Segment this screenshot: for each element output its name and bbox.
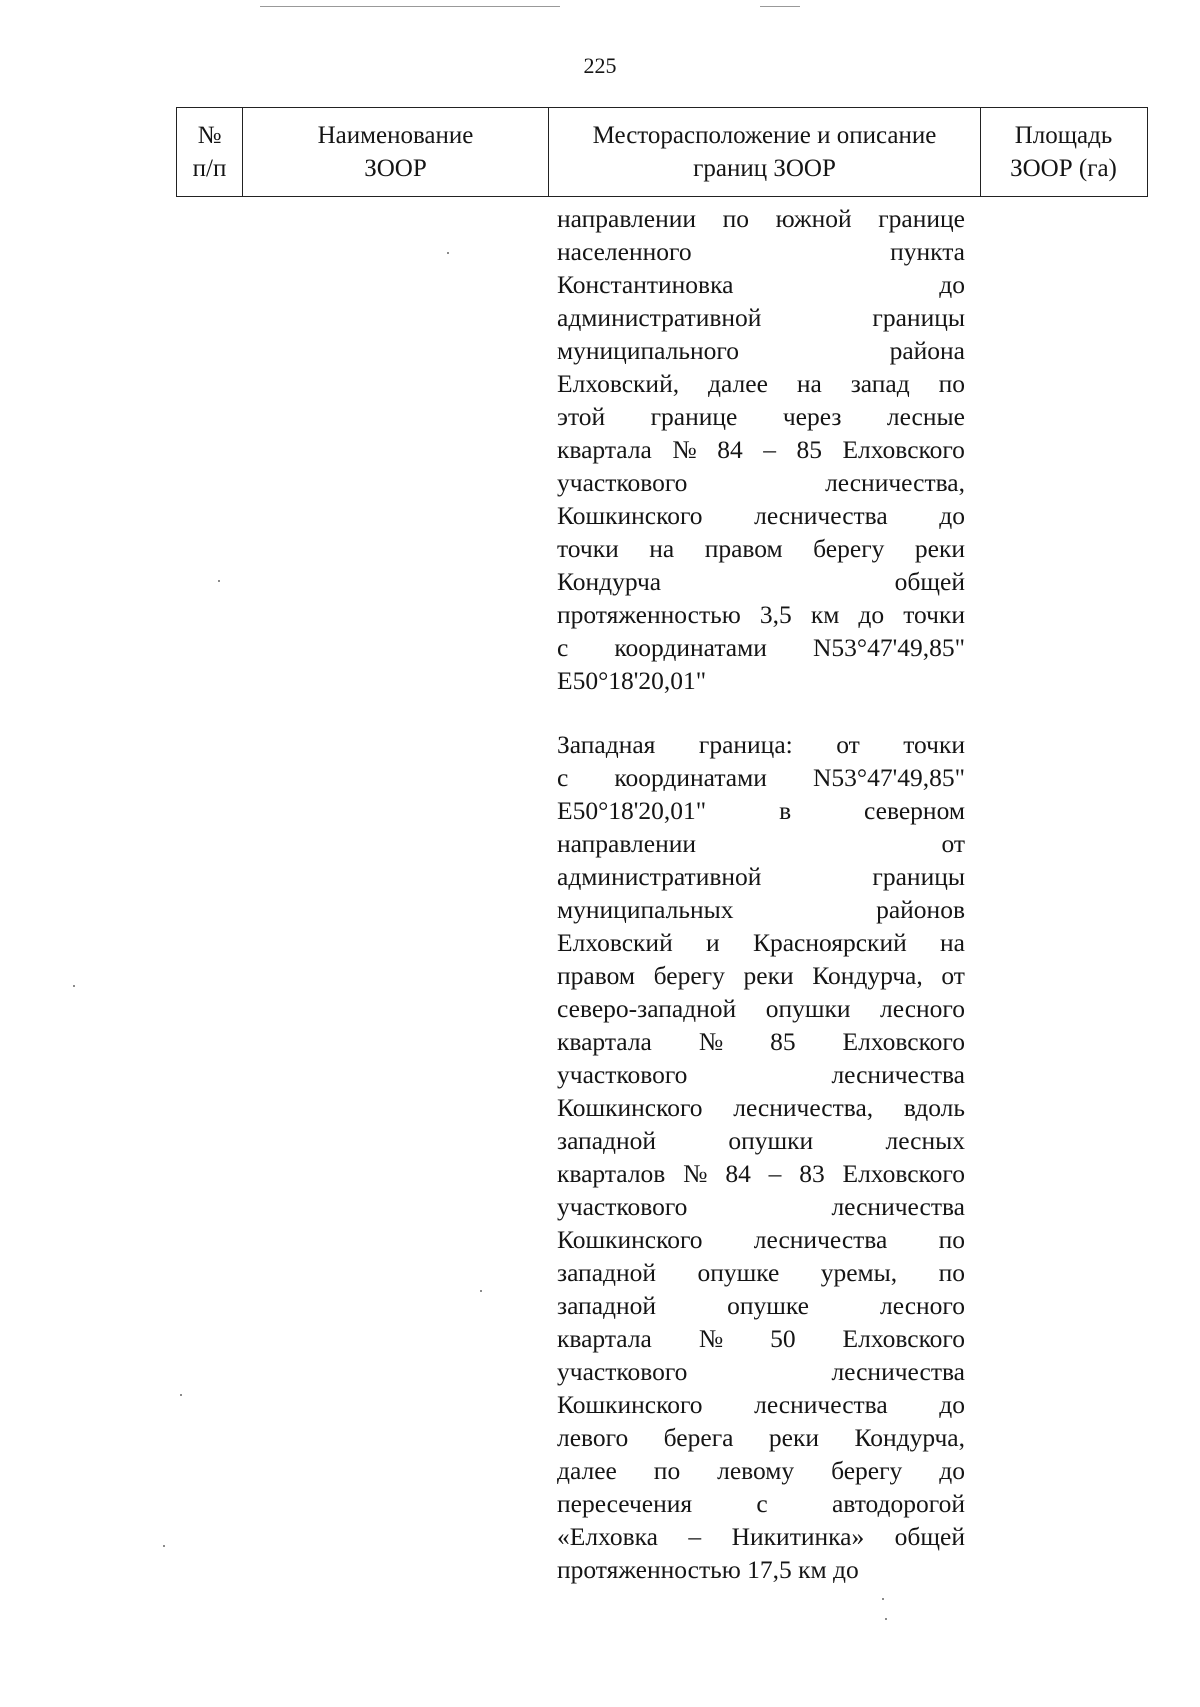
boundary-text-line: квартала № 50 Елховского [557, 1324, 965, 1353]
scan-edge-mark [260, 6, 560, 7]
scan-speck [163, 1545, 165, 1547]
boundary-text-line: далее по левому берегу до [557, 1456, 965, 1485]
header-location [549, 108, 981, 196]
boundary-text-line: западной опушки лесных [557, 1126, 965, 1155]
boundary-text-line: участкового лесничества, [557, 468, 965, 497]
header-area-line2: ЗООР (га) [1010, 155, 1117, 182]
header-name [243, 108, 549, 196]
boundary-text-line: муниципального района [557, 336, 965, 365]
boundary-text-line: «Елховка – Никитинка» общей [557, 1522, 965, 1551]
header-area-line1: Площадь [1014, 122, 1113, 149]
scan-speck [882, 1598, 884, 1600]
boundary-text-line: административной границы [557, 862, 965, 891]
boundary-text-line: протяженностью 17,5 км до [557, 1555, 859, 1584]
boundary-text-line: Константиновка до [557, 270, 965, 299]
header-number-line1: № [197, 122, 222, 149]
scan-speck [180, 1394, 182, 1396]
header-name-line2: ЗООР [364, 155, 427, 182]
boundary-text-line: участкового лесничества [557, 1357, 965, 1386]
header-location-line1: Месторасположение и описание [592, 122, 937, 149]
boundary-text-line: Кошкинского лесничества до [557, 501, 965, 530]
header-number [177, 108, 243, 196]
boundary-text-line: западной опушке уремы, по [557, 1258, 965, 1287]
boundary-text-line: участкового лесничества [557, 1192, 965, 1221]
boundary-text-line: с координатами N53°47'49,85" [557, 633, 965, 662]
scan-speck [480, 1290, 482, 1292]
boundary-text-line: этой границе через лесные [557, 402, 965, 431]
boundary-text-line: точки на правом берегу реки [557, 534, 965, 563]
page-number: 225 [583, 53, 617, 78]
boundary-text-line: направлении по южной границе [557, 204, 965, 233]
table-header [176, 107, 1148, 197]
western-boundary-text [557, 728, 965, 1586]
boundary-text-line: Елховский, далее на запад по [557, 369, 965, 398]
boundary-text-line: с координатами N53°47'49,85" [557, 763, 965, 792]
scan-edge-mark [760, 6, 800, 7]
boundary-text-line: Кондурча общей [557, 567, 965, 596]
boundary-text-line: левого берега реки Кондурча, [557, 1423, 965, 1452]
boundary-text-line: протяженностью 3,5 км до точки [557, 600, 965, 629]
boundary-text-line: административной границы [557, 303, 965, 332]
boundary-text-line: квартала № 84 – 85 Елховского [557, 435, 965, 464]
boundary-text-line: правом берегу реки Кондурча, от [557, 961, 965, 990]
scan-speck [218, 580, 220, 582]
header-name-line1: Наименование [317, 122, 474, 149]
boundary-text-line: населенного пункта [557, 237, 965, 266]
boundary-text-line: Елховский и Красноярский на [557, 928, 965, 957]
boundary-text-line: Кошкинского лесничества по [557, 1225, 965, 1254]
boundary-text-line: направлении от [557, 829, 965, 858]
boundary-text-line: муниципальных районов [557, 895, 965, 924]
boundary-text-line: пересечения с автодорогой [557, 1489, 965, 1518]
southern-boundary-text [557, 202, 965, 697]
boundary-text-line: участкового лесничества [557, 1060, 965, 1089]
boundary-text-line: северо-западной опушки лесного [557, 994, 965, 1023]
scan-speck [73, 985, 75, 987]
boundary-text-line: западной опушке лесного [557, 1291, 965, 1320]
boundary-text-line: кварталов № 84 – 83 Елховского [557, 1159, 965, 1188]
boundary-text-line: Кошкинского лесничества до [557, 1390, 965, 1419]
header-number-line2: п/п [192, 155, 227, 182]
header-location-line2: границ ЗООР [693, 155, 836, 182]
header-area [981, 108, 1146, 196]
scan-speck [447, 252, 449, 254]
boundary-text-line: Кошкинского лесничества, вдоль [557, 1093, 965, 1122]
boundary-text-line: E50°18'20,01" [557, 666, 707, 695]
boundary-text-line: квартала № 85 Елховского [557, 1027, 965, 1056]
scan-speck [885, 1618, 887, 1620]
boundary-text-line: Западная граница: от точки [557, 730, 965, 759]
boundary-text-line: E50°18'20,01" в северном [557, 796, 965, 825]
